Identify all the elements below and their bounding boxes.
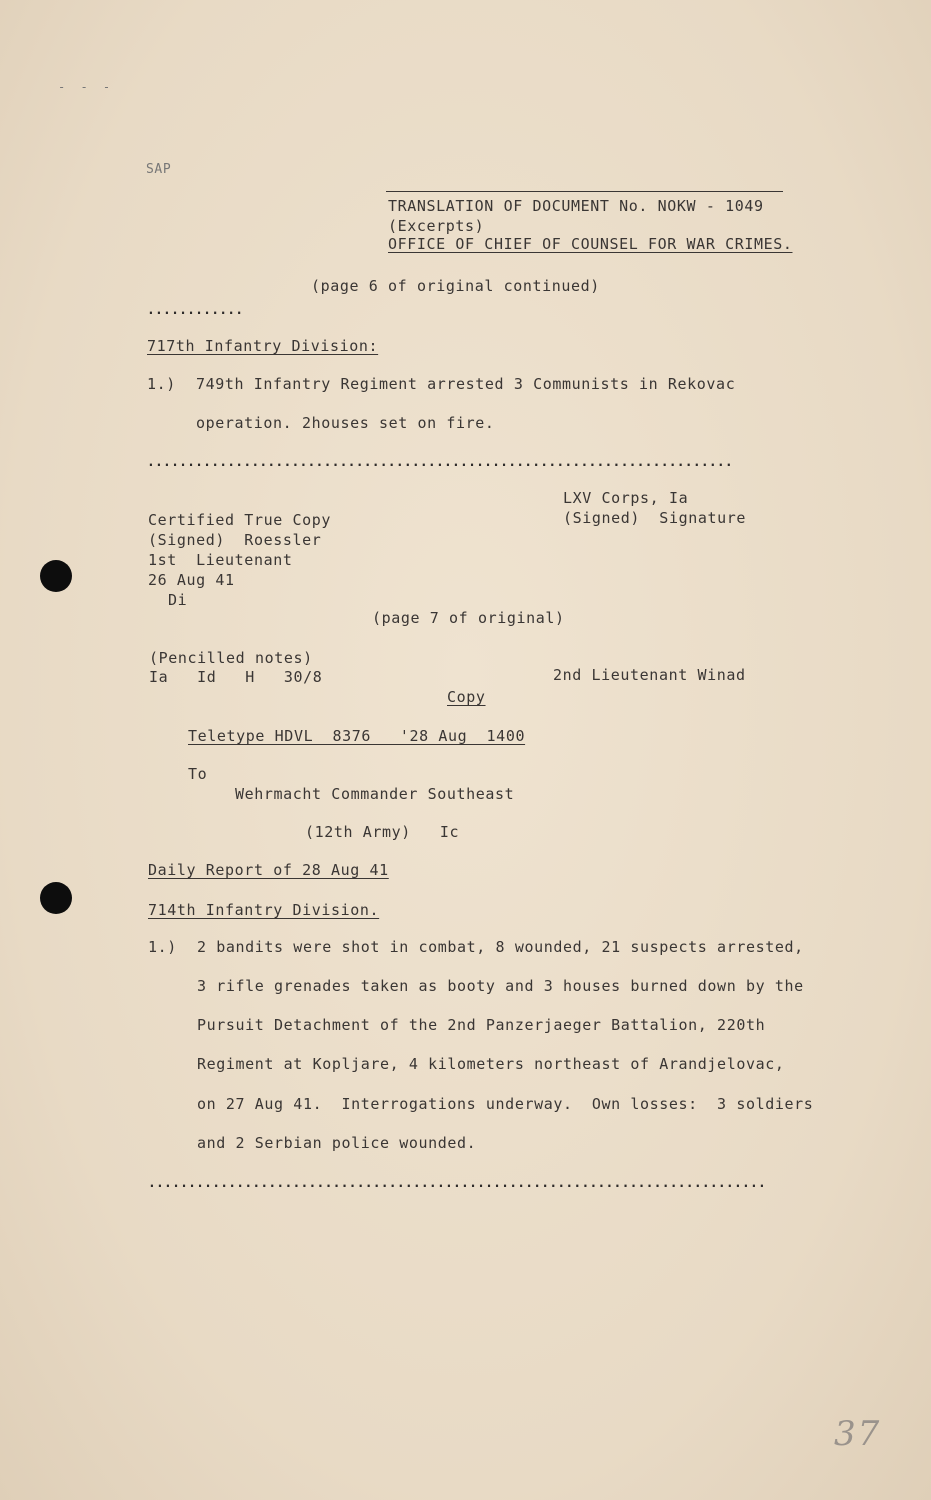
certified-line3: 1st Lieutenant	[148, 551, 293, 569]
section1-item-line1: 749th Infantry Regiment arrested 3 Communists in Rekovac	[196, 375, 736, 393]
certified-line2: (Signed) Roessler	[148, 531, 322, 549]
pencilled-line2: Ia Id H 30/8	[149, 668, 323, 686]
recipient: Wehrmacht Commander Southeast	[235, 785, 515, 803]
header-rule	[386, 191, 783, 192]
to-label: To	[188, 765, 208, 783]
end-dot-line: .............................................................................	[148, 1176, 767, 1191]
page7-note: (page 7 of original)	[372, 609, 565, 627]
section2-line: 3 rifle grenades taken as booty and 3 houses burned down by the	[197, 977, 804, 995]
header-line3: OFFICE OF CHIEF OF COUNSEL FOR WAR CRIMES.	[388, 235, 793, 253]
certified-line4: 26 Aug 41	[148, 571, 235, 589]
army-line: (12th Army) Ic	[305, 823, 460, 841]
section1-item-number: 1.)	[147, 375, 176, 393]
header-line2: (Excerpts)	[388, 217, 485, 235]
section2-line: Regiment at Kopljare, 4 kilometers northeast of Arandjelovac,	[197, 1055, 785, 1073]
section2-line: 2 bandits were shot in combat, 8 wounded, 21 suspects arrested,	[197, 938, 804, 956]
signed-signature-line: (Signed) Signature	[563, 509, 746, 527]
corps-line: LXV Corps, Ia	[563, 489, 689, 507]
section2-heading: 714th Infantry Division.	[148, 901, 380, 919]
margin-mark: - - -	[58, 80, 115, 94]
pencilled-line1: (Pencilled notes)	[149, 649, 313, 667]
stamp-initials: SAP	[146, 162, 172, 177]
long-dot-line: .........................................................................	[147, 455, 733, 470]
section1-heading: 717th Infantry Division:	[147, 337, 379, 355]
page6-note: (page 6 of original continued)	[311, 277, 600, 295]
section2-line: and 2 Serbian police wounded.	[197, 1134, 477, 1152]
page-number: 37	[834, 1414, 882, 1454]
daily-report-heading: Daily Report of 28 Aug 41	[148, 861, 389, 879]
header-line1: TRANSLATION OF DOCUMENT No. NOKW - 1049	[388, 197, 764, 215]
certified-line5: Di	[168, 591, 188, 609]
short-dot-line: ............	[147, 303, 244, 318]
punch-hole-top	[40, 560, 72, 592]
section1-item-line2: operation. 2houses set on fire.	[196, 414, 495, 432]
punch-hole-bottom	[40, 882, 72, 914]
section2-item-number: 1.)	[148, 938, 177, 956]
section2-line: on 27 Aug 41. Interrogations underway. Own losses: 3 soldiers	[197, 1095, 814, 1113]
certified-line1: Certified True Copy	[148, 511, 331, 529]
teletype-line: Teletype HDVL 8376 '28 Aug 1400	[188, 727, 526, 745]
copy-label: Copy	[447, 688, 486, 706]
second-lieutenant: 2nd Lieutenant Winad	[553, 666, 746, 684]
section2-line: Pursuit Detachment of the 2nd Panzerjaeger Battalion, 220th	[197, 1016, 766, 1034]
